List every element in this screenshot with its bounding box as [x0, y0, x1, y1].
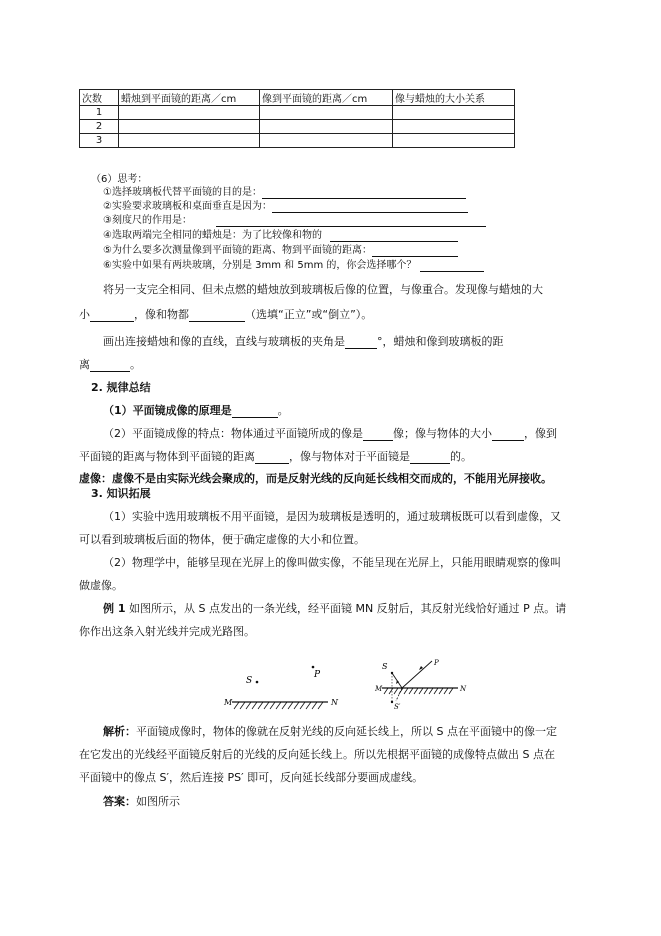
- text: （2）平面镜成像的特点：物体通过平面镜所成的像是: [103, 427, 363, 440]
- example-label: 例 1: [103, 602, 126, 615]
- answer-blank[interactable]: [216, 215, 486, 227]
- paragraph-line: （1）实验中选用玻璃板不用平面镜，是因为玻璃板是透明的，通过玻璃板既可以看到虚像，又: [103, 510, 561, 523]
- label-s-prime: S′: [394, 703, 401, 711]
- point-p: [312, 666, 315, 669]
- label-p: P: [314, 670, 321, 680]
- table-cell[interactable]: [119, 120, 260, 134]
- text: 平面镜成像时，物体的像就在反射光线的反向延长线上，所以 S 点在平面镜中的像一定: [136, 725, 557, 738]
- reflected-ray: [402, 661, 432, 688]
- think-question-2: [103, 200, 468, 213]
- table-cell[interactable]: [393, 120, 515, 134]
- paragraph-line: （2）物理学中，能够呈现在光屏上的像叫做实像，不能呈现在光屏上，只能用眼睛观察的像叫: [103, 556, 561, 569]
- answer-blank[interactable]: [330, 230, 458, 242]
- text: ，像到: [524, 427, 557, 440]
- table-cell-index: 1: [80, 106, 119, 120]
- question-text: ③刻度尺的作用是：: [103, 215, 192, 226]
- label-n: N: [460, 685, 467, 693]
- figure-right: [374, 659, 467, 711]
- answer-blank[interactable]: [372, 245, 458, 257]
- text: 。: [277, 404, 289, 417]
- answer-line: [103, 795, 180, 809]
- table-cell-index: 2: [80, 120, 119, 134]
- figure-mirror-diagrams: [220, 655, 480, 715]
- answer-blank[interactable]: [363, 428, 393, 441]
- text: 小: [79, 308, 90, 321]
- table-header-cell: 像到平面镜的距离／cm: [260, 90, 393, 106]
- table-cell[interactable]: [260, 134, 393, 148]
- table-cell[interactable]: [119, 134, 260, 148]
- table-row: [80, 106, 515, 120]
- solution-line: [103, 725, 583, 739]
- table-header-cell: 次数: [80, 90, 119, 106]
- section-heading: 3. 知识拓展: [91, 487, 151, 500]
- answer-blank[interactable]: [255, 451, 289, 464]
- paragraph-line: [103, 404, 289, 418]
- point-s-prime: [391, 701, 393, 703]
- answer-blank[interactable]: [345, 336, 377, 349]
- question-text: ①选择玻璃板代替平面镜的目的是：: [103, 187, 262, 198]
- question-text: ②实验要求玻璃板和桌面垂直是因为：: [103, 201, 272, 212]
- virtual-image-note: 虚像：虚像不是由实际光线会聚成的，而是反射光线的反向延长线相交而成的，不能用光屏接收。: [79, 472, 552, 485]
- answer-blank[interactable]: [262, 187, 466, 199]
- think-title: （6）思考：: [91, 174, 148, 185]
- answer-blank[interactable]: [189, 309, 245, 322]
- paragraph-line: [79, 358, 141, 372]
- table-cell[interactable]: [260, 120, 393, 134]
- data-table: [79, 89, 515, 148]
- think-question-6: [103, 259, 484, 272]
- table-row: [80, 120, 515, 134]
- solution-line: 平面镜中的像点 S′，然后连接 PS′ 即可，反向延长线部分要画成虚线。: [79, 771, 424, 784]
- solution-line: 在它发出的光线经平面镜反射后的光线的反向延长线上。所以先根据平面镜的成像特点做出 S 点在: [79, 748, 555, 761]
- text: 如图所示: [136, 795, 180, 808]
- point-s: [256, 681, 259, 684]
- answer-blank[interactable]: [272, 201, 468, 213]
- paragraph-line: 可以看到玻璃板后面的物体，便于确定虚像的大小和位置。: [79, 533, 365, 546]
- label-s: S: [382, 662, 388, 671]
- point-s: [391, 672, 393, 674]
- table-header-cell: 像与蜡烛的大小关系: [393, 90, 515, 106]
- table-header-row: [80, 90, 515, 106]
- table-cell[interactable]: [393, 106, 515, 120]
- text: （1）平面镜成像的原理是: [103, 404, 232, 417]
- text: 。: [130, 358, 141, 371]
- answer-blank[interactable]: [90, 359, 130, 372]
- paragraph-line: [79, 450, 472, 464]
- answer-blank[interactable]: [410, 451, 450, 464]
- label-n: N: [331, 698, 338, 707]
- paragraph-line: [103, 427, 557, 441]
- answer-blank[interactable]: [492, 428, 524, 441]
- text: 的。: [450, 450, 472, 463]
- table-cell[interactable]: [393, 134, 515, 148]
- think-question-4: [103, 229, 458, 242]
- question-text: ⑥实验中如果有两块玻璃，分别是 3mm 和 5mm 的，你会选择哪个？: [103, 260, 417, 271]
- text: 如图所示，从 S 点发出的一条光线，经平面镜 MN 反射后，其反射光线恰好通过 P 点。请: [128, 602, 567, 615]
- question-text: ④选取两端完全相同的蜡烛是：为了比较像和物的: [103, 230, 322, 241]
- paragraph-line: [103, 335, 504, 349]
- solution-label: 解析：: [103, 725, 136, 738]
- example-line: 你作出这条入射光线并完成光路图。: [79, 625, 255, 638]
- answer-label: 答案：: [103, 795, 136, 808]
- text: 离: [79, 358, 90, 371]
- think-question-1: [103, 186, 466, 199]
- text: 画出连接蜡烛和像的直线，直线与玻璃板的夹角是: [103, 335, 345, 348]
- text: （选填“正立”或“倒立”）。: [245, 308, 373, 321]
- text: ，像与物体对于平面镜是: [289, 450, 410, 463]
- label-p: P: [434, 659, 439, 667]
- table-cell-index: 3: [80, 134, 119, 148]
- label-m: M: [224, 698, 233, 707]
- answer-blank[interactable]: [420, 260, 484, 272]
- text: 平面镜的距离与物体到平面镜的距离: [79, 450, 255, 463]
- table-cell[interactable]: [260, 106, 393, 120]
- table-row: [80, 134, 515, 148]
- label-s: S: [246, 676, 253, 686]
- think-question-3: [103, 214, 486, 227]
- text: °，蜡烛和像到玻璃板的距: [377, 335, 504, 348]
- figure-left: [223, 666, 339, 709]
- label-m: M: [375, 685, 383, 693]
- example-line: [103, 602, 583, 616]
- text: 像；像与物体的大小: [393, 427, 492, 440]
- table-cell[interactable]: [119, 106, 260, 120]
- paragraph-line: 将另一支完全相同、但未点燃的蜡烛放到玻璃板后像的位置，与像重合。发现像与蜡烛的大: [103, 283, 543, 296]
- paragraph-line: 做虚像。: [79, 579, 123, 592]
- think-question-5: [103, 244, 458, 257]
- answer-blank[interactable]: [90, 309, 134, 322]
- text: ，像和物都: [134, 308, 189, 321]
- table-header-cell: 蜡烛到平面镜的距离／cm: [119, 90, 260, 106]
- answer-blank[interactable]: [232, 405, 278, 418]
- paragraph-line: [79, 308, 372, 322]
- section-heading: 2. 规律总结: [91, 381, 151, 394]
- question-text: ⑤为什么要多次测量像到平面镜的距离、物到平面镜的距离：: [103, 245, 372, 256]
